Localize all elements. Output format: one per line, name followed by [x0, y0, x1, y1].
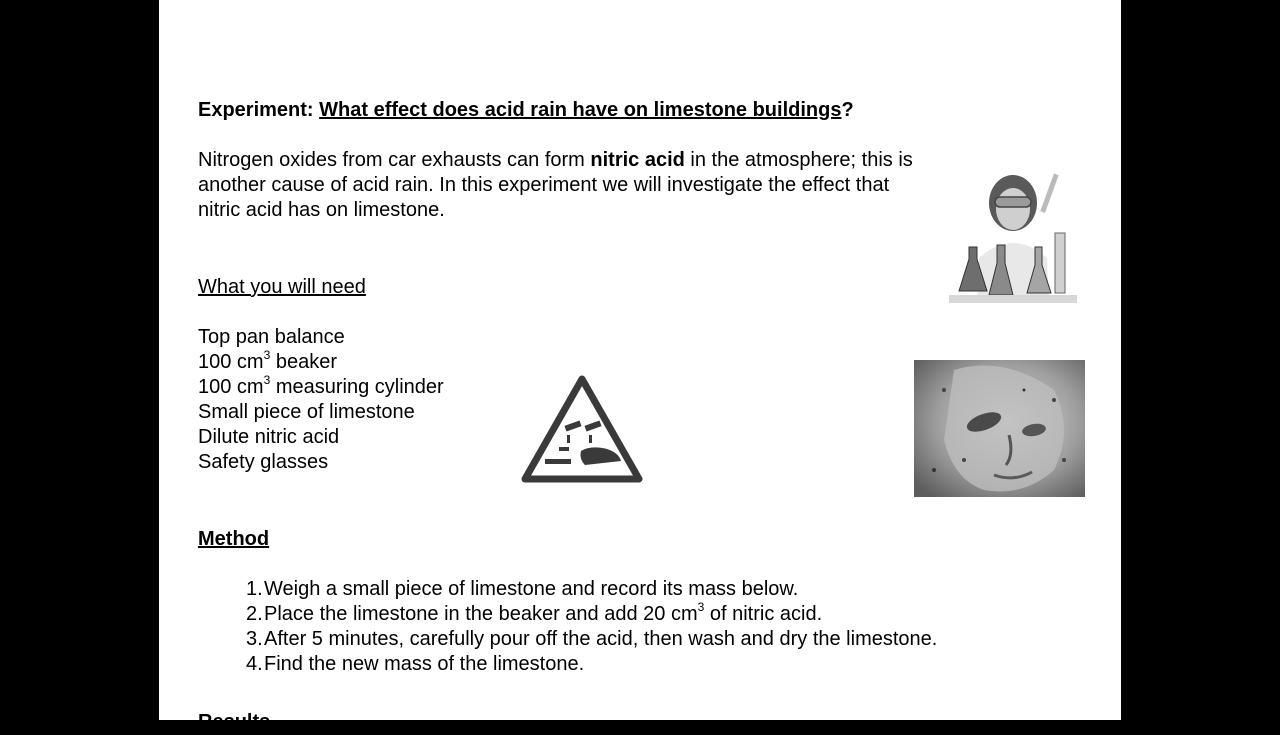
scientist-photo — [949, 163, 1077, 303]
intro-paragraph — [198, 148, 928, 223]
method-title: Method — [198, 528, 270, 550]
item-name: measuring cylinder — [275, 376, 444, 398]
equipment-item: Small piece of limestone — [198, 401, 415, 423]
step-text: of nitric acid. — [704, 603, 823, 625]
step-text: Weigh a small piece of limestone and record its mass below. — [264, 578, 799, 600]
corrosive-hazard-icon — [521, 375, 643, 483]
method-step — [198, 602, 937, 627]
item-unit: 100 cm — [198, 351, 264, 373]
equipment-item: Dilute nitric acid — [198, 426, 340, 448]
step-number: 1. — [246, 578, 263, 600]
method-step — [198, 652, 937, 677]
heading-prefix: Experiment: — [198, 99, 320, 121]
method-step — [198, 577, 937, 602]
intro-text-1: Nitrogen oxides from car exhausts can form — [198, 149, 591, 171]
item-name: beaker — [275, 351, 337, 373]
method-step — [198, 627, 937, 652]
item-unit: 100 cm — [198, 376, 264, 398]
equipment-item: Safety glasses — [198, 451, 329, 473]
weathered-statue-photo — [914, 360, 1085, 497]
superscript: 3 — [263, 373, 271, 388]
experiment-heading — [198, 98, 854, 123]
step-number: 4. — [246, 653, 263, 675]
document-page — [159, 0, 1121, 733]
method-steps — [198, 577, 937, 677]
equipment-item — [198, 350, 444, 375]
step-number: 3. — [246, 628, 263, 650]
step-text: Find the new mass of the limestone. — [264, 653, 585, 675]
results-title: Results — [198, 711, 271, 733]
step-text: Place the limestone in the beaker and add 20 cm — [264, 603, 698, 625]
needs-title: What you will need — [198, 276, 366, 298]
superscript: 3 — [263, 348, 271, 363]
heading-question: What effect does acid rain have on limestone buildings — [319, 99, 842, 121]
intro-text-2: in the atmosphere; this is another cause of acid rain. In this experiment we will investigate the effect that nitric acid has on limestone. — [198, 149, 913, 221]
intro-bold-term: nitric acid — [590, 149, 685, 171]
equipment-list — [198, 325, 444, 475]
equipment-item: Top pan balance — [198, 326, 345, 348]
heading-suffix: ? — [841, 99, 854, 121]
superscript: 3 — [697, 600, 705, 615]
equipment-item — [198, 375, 444, 400]
step-number: 2. — [246, 603, 263, 625]
step-text: After 5 minutes, carefully pour off the acid, then wash and dry the limestone. — [264, 628, 938, 650]
